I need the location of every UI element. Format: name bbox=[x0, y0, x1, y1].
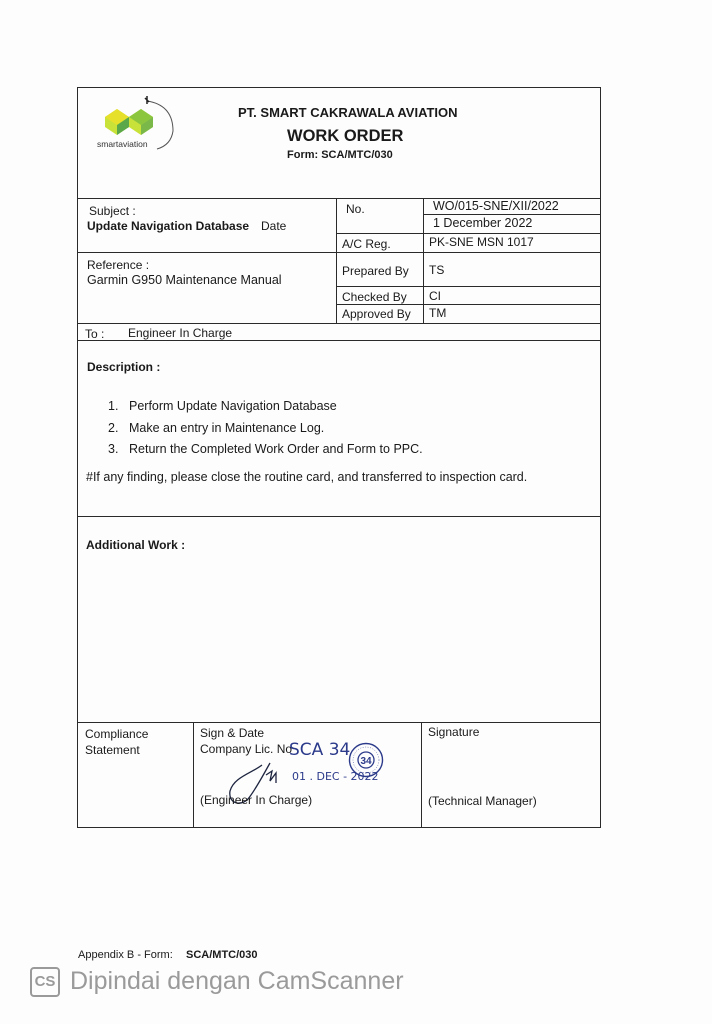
company-name: PT. SMART CAKRAWALA AVIATION bbox=[238, 105, 458, 120]
divider bbox=[336, 198, 337, 323]
checked-by-value: CI bbox=[429, 289, 441, 303]
approved-by-label: Approved By bbox=[342, 307, 411, 321]
divider bbox=[423, 214, 601, 215]
divider bbox=[77, 252, 601, 253]
to-value: Engineer In Charge bbox=[128, 326, 233, 340]
description-item-number: 2. bbox=[108, 421, 119, 435]
divider bbox=[77, 722, 601, 723]
divider bbox=[421, 722, 422, 828]
divider bbox=[77, 516, 601, 517]
signature-label: Signature bbox=[428, 725, 480, 739]
technical-manager-label: (Technical Manager) bbox=[428, 794, 537, 808]
ac-reg-label: A/C Reg. bbox=[342, 237, 391, 251]
reference-label: Reference : bbox=[87, 258, 150, 272]
date-value: 1 December 2022 bbox=[433, 216, 533, 230]
approved-by-value: TM bbox=[429, 306, 447, 320]
description-item: Perform Update Navigation Database bbox=[129, 399, 337, 413]
camscanner-logo-icon: CS bbox=[30, 967, 60, 997]
divider bbox=[336, 233, 601, 234]
description-label: Description : bbox=[87, 360, 161, 374]
engineer-label: (Engineer In Charge) bbox=[200, 793, 313, 807]
description-item: Return the Completed Work Order and Form to PPC. bbox=[129, 442, 423, 456]
handwritten-date: 01 . DEC - 2022 bbox=[292, 770, 379, 783]
description-note: #If any finding, please close the routine card, and transferred to inspection card. bbox=[86, 470, 528, 484]
to-label: To : bbox=[85, 327, 105, 341]
form-code: Form: SCA/MTC/030 bbox=[287, 149, 393, 161]
compliance-label-line2: Statement bbox=[85, 743, 140, 757]
divider bbox=[193, 722, 194, 828]
divider bbox=[336, 286, 601, 287]
svg-text:34: 34 bbox=[360, 756, 372, 767]
divider bbox=[336, 304, 601, 305]
divider bbox=[77, 340, 601, 341]
appendix-code: SCA/MTC/030 bbox=[186, 949, 258, 961]
ac-reg-value: PK-SNE MSN 1017 bbox=[429, 235, 534, 249]
camscanner-watermark: Dipindai dengan CamScanner bbox=[70, 967, 404, 995]
prepared-by-value: TS bbox=[429, 263, 445, 277]
subject-value: Update Navigation Database bbox=[87, 219, 250, 233]
handwritten-license: SCA 34 bbox=[289, 740, 351, 760]
no-label: No. bbox=[346, 202, 365, 216]
svg-text:smartaviation: smartaviation bbox=[97, 139, 148, 149]
subject-label: Subject : bbox=[89, 204, 136, 218]
checked-by-label: Checked By bbox=[342, 290, 407, 304]
description-item-number: 3. bbox=[108, 442, 119, 456]
divider bbox=[423, 198, 424, 323]
description-item: Make an entry in Maintenance Log. bbox=[129, 421, 325, 435]
compliance-label: Compliance bbox=[85, 727, 149, 741]
divider bbox=[77, 323, 601, 324]
sign-date-label: Sign & Date bbox=[200, 726, 265, 740]
additional-work-label: Additional Work : bbox=[86, 538, 186, 552]
no-value: WO/015-SNE/XII/2022 bbox=[433, 199, 559, 213]
company-lic-label: Company Lic. No bbox=[200, 742, 293, 756]
description-item-number: 1. bbox=[108, 399, 119, 413]
prepared-by-label: Prepared By bbox=[342, 264, 409, 278]
appendix-prefix: Appendix B - Form: bbox=[78, 949, 173, 961]
reference-value: Garmin G950 Maintenance Manual bbox=[87, 273, 282, 287]
document-title: WORK ORDER bbox=[287, 127, 404, 145]
date-label: Date bbox=[261, 219, 287, 233]
